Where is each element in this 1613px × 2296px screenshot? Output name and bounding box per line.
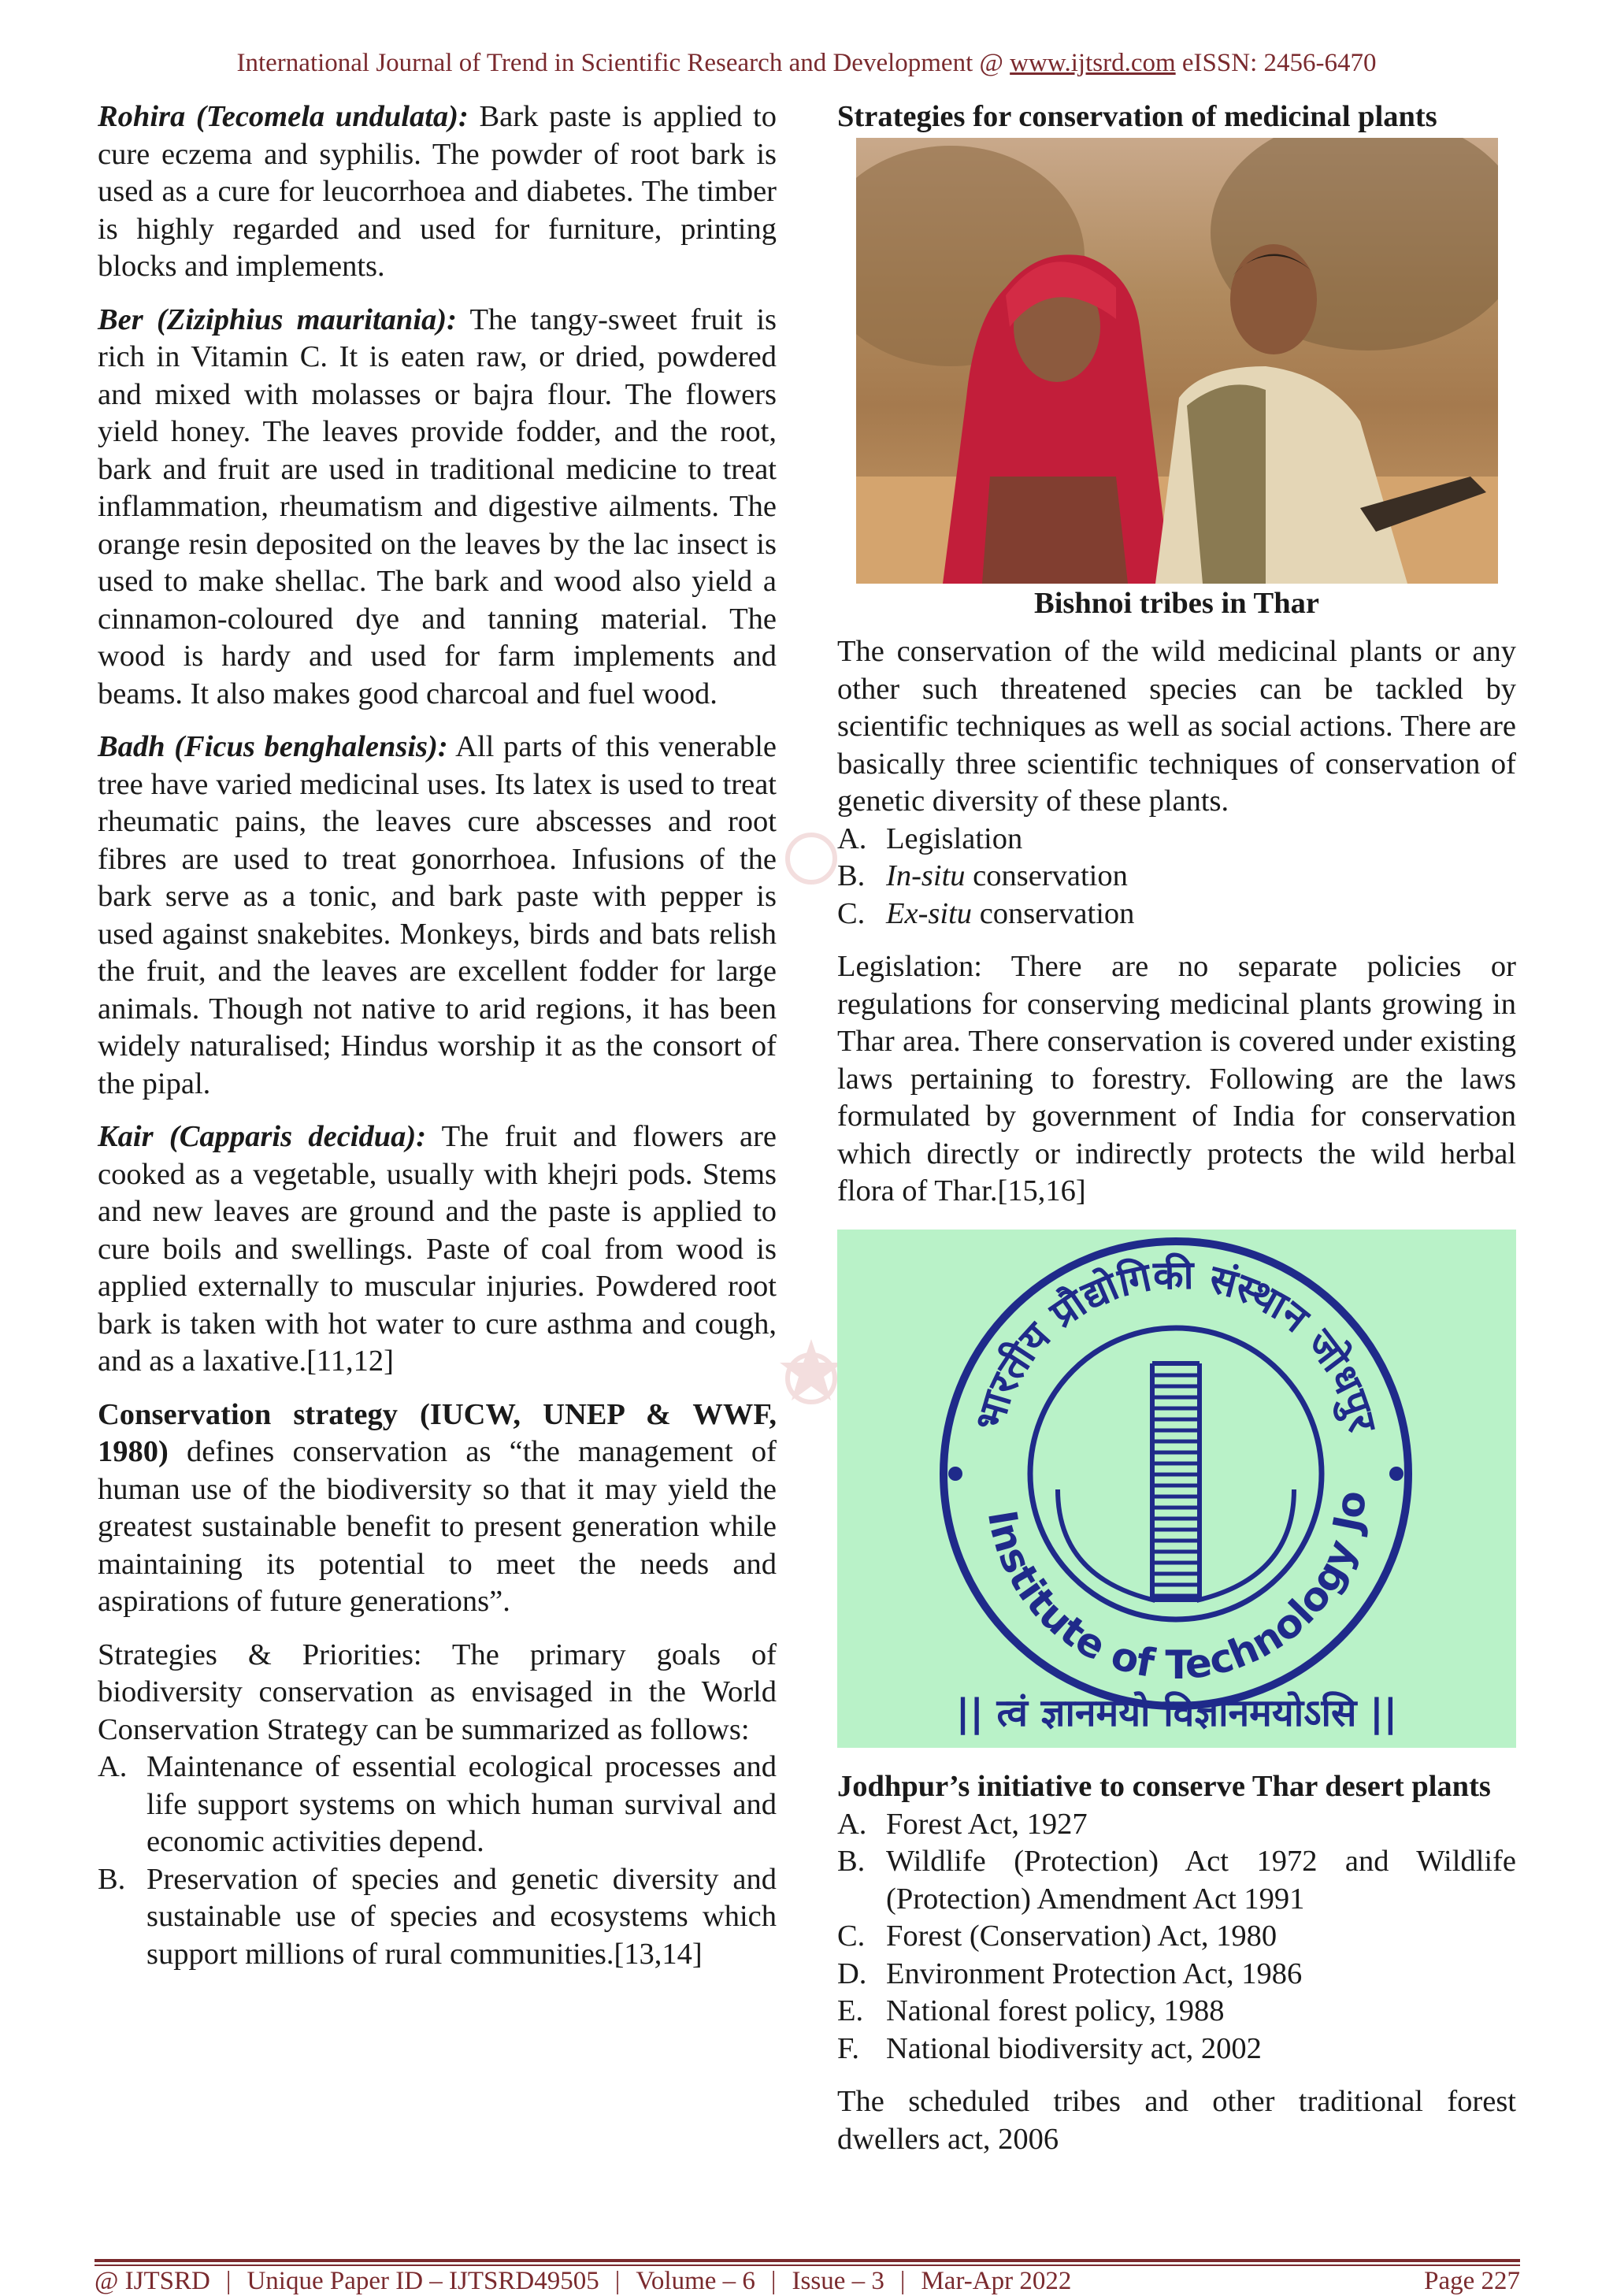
- footer-rule: [95, 2259, 1520, 2262]
- logo-caption: Jodhpur’s initiative to conserve Thar desert plants: [837, 1770, 1491, 1803]
- list-item: D. Environment Protection Act, 1986: [837, 1957, 1303, 1990]
- page-footer: @ IJTSRD | Unique Paper ID – IJTSRD49505 | Volume – 6 | Issue – 3 | Mar-Apr 2022 Page 227: [95, 2267, 1520, 2295]
- footer-date: Mar-Apr 2022: [921, 2267, 1072, 2295]
- term-conservation-strategy: Conservation strategy (IUCW, UNEP & WWF, 1980): [98, 1397, 777, 1468]
- page-number: Page 227: [1424, 2267, 1520, 2295]
- paragraph-rohira: Rohira (Tecomela undulata): Bark paste is applied to cure eczema and syphilis. The powder of root bark is used as a cure for leucorrhoea and diabetes. The timber is highly regarded and used for furniture, printing blocks and implements.: [98, 100, 777, 283]
- issn: eISSN: 2456-6470: [1175, 49, 1377, 77]
- list-item: A. Forest Act, 1927: [837, 1807, 1088, 1841]
- logo-hindi-name: भारतीय प्रौद्योगिकी संस्थान जोधपुर: [966, 1252, 1386, 1436]
- term-kair: Kair (Capparis decidua):: [98, 1120, 427, 1153]
- list-item: C. Ex-situ conservation: [837, 896, 1135, 930]
- footer-journal: @ IJTSRD: [95, 2267, 210, 2295]
- term-ber: Ber (Ziziphius mauritania):: [98, 302, 457, 336]
- footer-rule-thin: [95, 2264, 1520, 2266]
- paragraph-conservation-strategy: Conservation strategy (IUCW, UNEP & WWF, 1980) defines conservation as “the management of human use of the biodiversity so that it may yield the greatest sustainable benefit to present generation while maintaining its potential to meet the needs and aspirations of future generations”.: [98, 1397, 777, 1618]
- paragraph-ber: Ber (Ziziphius mauritania): The tangy-sweet fruit is rich in Vitamin C. It is eaten raw, or dried, powdered and mixed with molasses or bajra flour. The flowers yield honey. The leaves provide fodder, and the root, bark and fruit are used in traditional medicine to treat inflammation, rheumatism and digestive ailments. The orange resin deposited on the leaves by the lac insect is used to make shellac. The bark and wood also yield a cinnamon-coloured dye and tanning material. The wood is hardy and used for farm implements and beams. It also makes good charcoal and fuel wood.: [98, 302, 777, 710]
- left-column: [98, 98, 777, 1989]
- laws-list: [837, 1806, 1516, 2068]
- term-rohira: Rohira (Tecomela undulata):: [98, 100, 469, 133]
- footer-paper-id: Unique Paper ID – IJTSRD49505: [247, 2267, 599, 2295]
- paragraph-kair: Kair (Capparis decidua): The fruit and flowers are cooked as a vegetable, usually with khejri pods. Stems and new leaves are ground and the paste is applied to cure boils and swellings. Paste of coal from wood is applied externally to muscular injuries. Powdered root bark is taken with hot water to cure asthma and cough, and as a laxative.[11,12]: [98, 1120, 777, 1378]
- footer-issue: Issue – 3: [792, 2267, 884, 2295]
- journal-name: International Journal of Trend in Scientific Research and Development @: [236, 49, 1010, 77]
- techniques-list: [837, 821, 1516, 933]
- term-badh: Badh (Ficus benghalensis):: [98, 730, 448, 763]
- logo-motto: || त्वं ज्ञानमयो विज्ञानमयोऽसि ||: [955, 1690, 1398, 1735]
- photo-caption: Bishnoi tribes in Thar: [1034, 586, 1319, 620]
- paragraph-badh: Badh (Ficus benghalensis): All parts of this venerable tree have varied medicinal uses. Its latex is used to treat rheumatic pains, the leaves cure abscesses and root fibres are used to treat gonorrhoea. Infusions of the bark serve as a tonic, and bark paste with pepper is used against snakebites. Monkeys, birds and bats relish the fruit, and the leaves are excellent fodder for large animals. Though not native to arid regions, it has been widely naturalised; Hindus worship it as the consort of the pipal.: [98, 730, 777, 1100]
- list-item: F. National biodiversity act, 2002: [837, 2031, 1262, 2065]
- paragraph-strategies-priorities: Strategies & Priorities: The primary goals of biodiversity conservation as envisaged in the World Conservation Strategy can be summarized as follows:: [98, 1638, 777, 1746]
- paragraph-closing: The scheduled tribes and other traditional forest dwellers act, 2006: [837, 2085, 1516, 2156]
- logo-english-name: Institute of Technology Jo: [978, 1489, 1375, 1688]
- goals-list: [98, 1749, 777, 1973]
- list-item: C. Forest (Conservation) Act, 1980: [837, 1920, 1277, 1953]
- section-heading: Strategies for conservation of medicinal plants: [837, 100, 1437, 133]
- list-item: B. In-situ conservation: [837, 859, 1128, 892]
- journal-url-link[interactable]: www.ijtsrd.com: [1010, 49, 1176, 77]
- list-item: A. Legislation: [837, 822, 1023, 855]
- list-item: B. Wildlife (Protection) Act 1972 and Wildlife (Protection) Amendment Act 1991: [837, 1845, 1516, 1916]
- list-item: E. National forest policy, 1988: [837, 1994, 1225, 2027]
- running-header: [0, 49, 1613, 78]
- right-column: [837, 98, 1516, 2174]
- list-item: B. Preservation of species and genetic diversity and sustainable use of species and ecosystems which support millions of rural communities.[13,14]: [98, 1862, 777, 1971]
- iit-jodhpur-logo: [837, 1230, 1516, 1748]
- footer-volume: Volume – 6: [636, 2267, 755, 2295]
- paragraph-legislation: Legislation: There are no separate policies or regulations for conserving medicinal plants growing in Thar area. There conservation is covered under existing laws pertaining to forestry. Following are the laws formulated by government of India for conservation which directly or indirectly protects the wild herbal flora of Thar.[15,16]: [837, 950, 1516, 1207]
- paragraph-conservation-intro: The conservation of the wild medicinal plants or any other such threatened species can be tackled by scientific techniques as well as social actions. There are basically three scientific techniques of conservation of genetic diversity of these plants.: [837, 635, 1516, 818]
- watermark-logo: [780, 827, 843, 1441]
- list-item: A. Maintenance of essential ecological processes and life support systems on which human survival and economic activities depend.: [98, 1750, 777, 1858]
- bishnoi-photo: [856, 138, 1498, 584]
